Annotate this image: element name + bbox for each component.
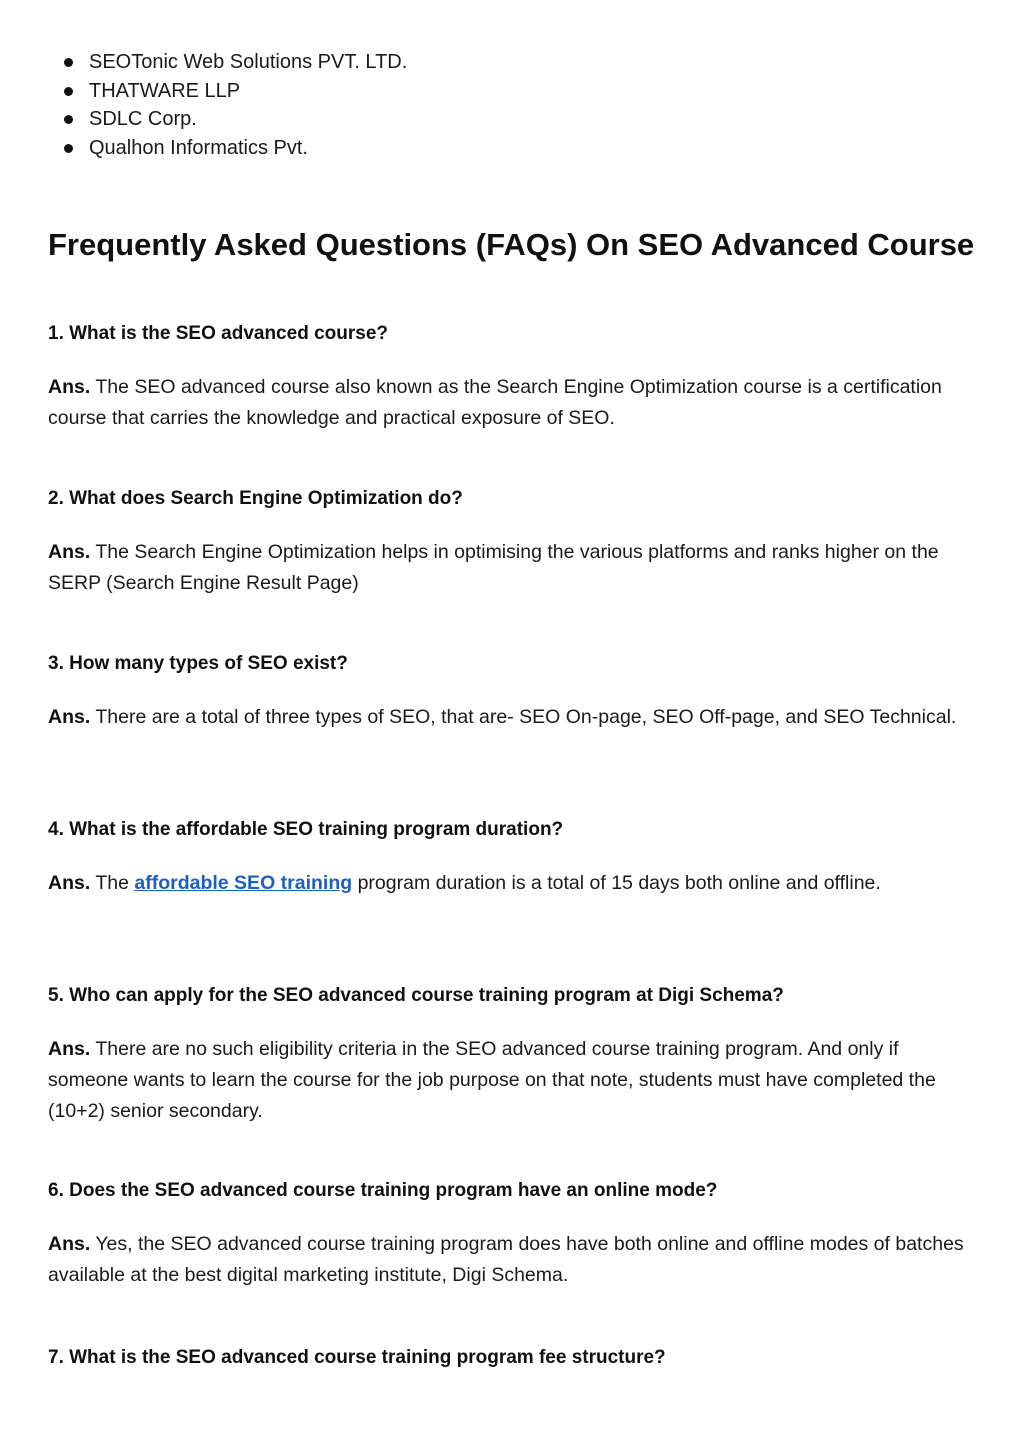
faq-item-2 <box>48 486 978 599</box>
faq-question: 6. Does the SEO advanced course training program have an online mode? <box>48 1180 718 1201</box>
faq-answer <box>48 702 978 733</box>
faq-question: 7. What is the SEO advanced course training program fee structure? <box>48 1347 666 1368</box>
list-item <box>48 105 407 134</box>
faq-answer <box>48 868 978 899</box>
faq-answer <box>48 372 978 434</box>
faq-answer <box>48 1229 978 1291</box>
answer-prefix: Ans. <box>48 1233 91 1255</box>
list-item <box>48 134 407 163</box>
answer-prefix: Ans. <box>48 376 91 398</box>
bullet-icon <box>64 115 73 124</box>
answer-text: program duration is a total of 15 days both online and offline. <box>357 872 881 894</box>
answer-text: The <box>95 872 129 894</box>
answer-prefix: Ans. <box>48 706 91 728</box>
company-name: THATWARE LLP <box>89 79 241 102</box>
bullet-icon <box>64 87 73 96</box>
faq-item-7 <box>48 1345 978 1371</box>
faq-item-4 <box>48 817 978 899</box>
answer-text: The SEO advanced course also known as the Search Engine Optimization course is a certification course that carries the knowledge and practical exposure of SEO. <box>48 376 942 429</box>
faq-item-6 <box>48 1178 978 1291</box>
company-name: SEOTonic Web Solutions PVT. LTD. <box>89 51 408 73</box>
bullet-icon <box>64 58 73 67</box>
affordable-seo-training-link[interactable]: affordable SEO training <box>134 872 353 894</box>
company-name: SDLC Corp. <box>89 108 197 130</box>
bullet-icon <box>64 144 73 153</box>
faq-answer <box>48 537 978 599</box>
answer-prefix: Ans. <box>48 541 91 563</box>
answer-text: There are a total of three types of SEO, that are- SEO On-page, SEO Off-page, and SEO Technical. <box>95 706 957 728</box>
list-item <box>48 77 407 106</box>
faq-question: 2. What does Search Engine Optimization do? <box>48 488 463 509</box>
faq-item-5 <box>48 983 978 1127</box>
faq-question: 5. Who can apply for the SEO advanced course training program at Digi Schema? <box>48 985 784 1006</box>
faq-question: 4. What is the affordable SEO training program duration? <box>48 819 564 840</box>
answer-text: Yes, the SEO advanced course training program does have both online and offline modes of batches available at the best digital marketing institute, Digi Schema. <box>48 1233 964 1286</box>
answer-prefix: Ans. <box>48 1038 91 1060</box>
faq-answer <box>48 1034 978 1127</box>
faq-question: 1. What is the SEO advanced course? <box>48 323 388 344</box>
company-name: Qualhon Informatics Pvt. <box>89 136 308 159</box>
faq-question: 3. How many types of SEO exist? <box>48 653 348 674</box>
answer-text: The Search Engine Optimization helps in optimising the various platforms and ranks higher on the SERP (Search Engine Result Page) <box>48 541 939 594</box>
list-item <box>48 48 407 77</box>
faq-item-3 <box>48 651 978 733</box>
answer-prefix: Ans. <box>48 872 91 894</box>
faq-heading: Frequently Asked Questions (FAQs) On SEO Advanced Course <box>48 227 975 262</box>
faq-item-1 <box>48 321 978 434</box>
answer-text: There are no such eligibility criteria in the SEO advanced course training program. And only if someone wants to learn the course for the job purpose on that note, students must have completed the (10+2) senior secondary. <box>48 1038 936 1122</box>
company-list <box>48 48 407 162</box>
